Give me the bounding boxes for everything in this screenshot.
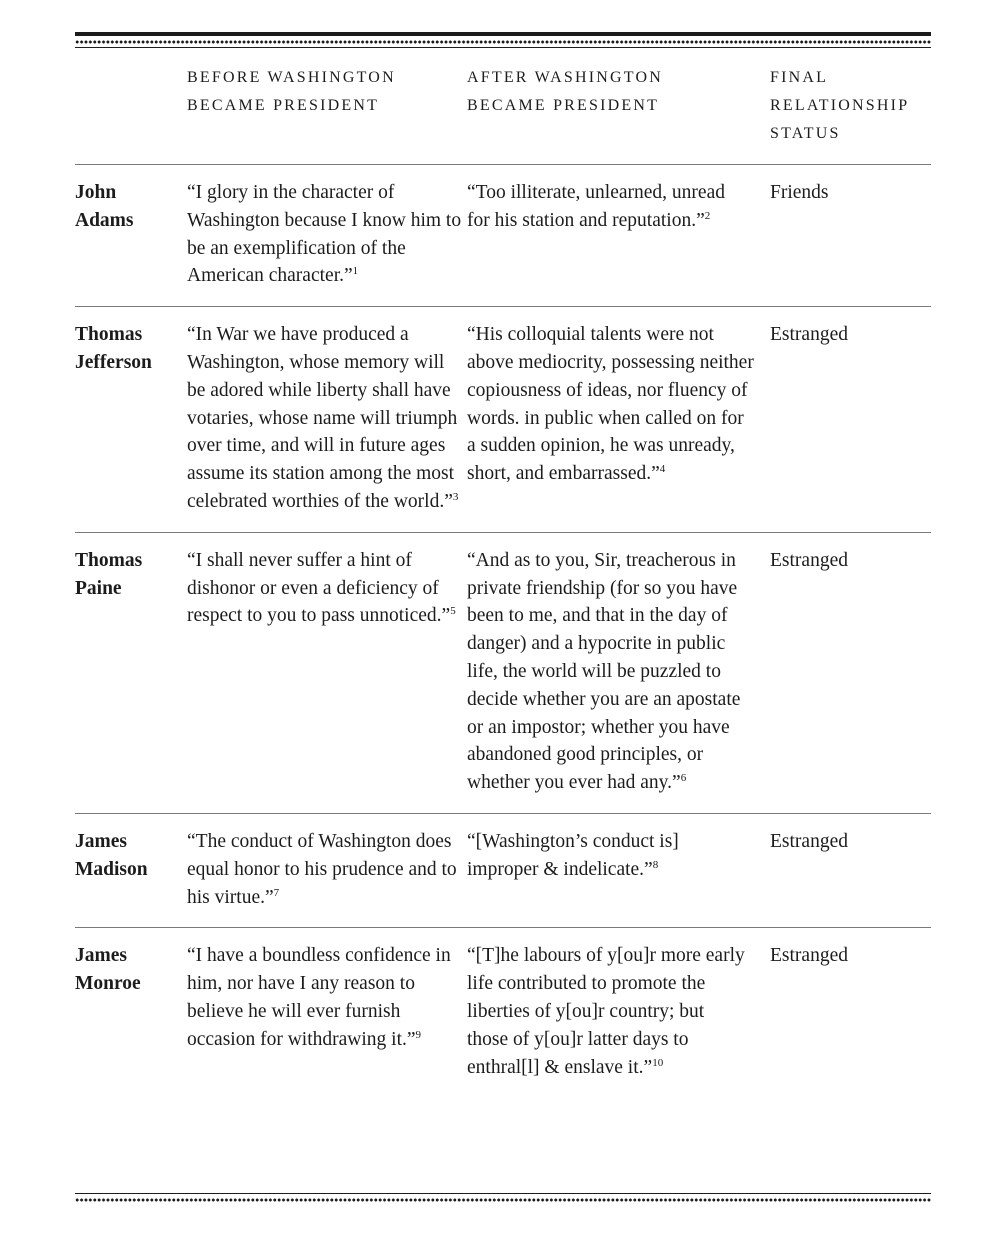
person-name: James Madison [75,813,187,927]
table-row [75,928,931,1097]
header-after: AFTER WASHINGTON BECAME PRESIDENT [467,69,663,114]
person-name: James Monroe [75,928,187,1097]
footnote-marker: 9 [415,1028,422,1041]
relationship-status: Estranged [770,928,931,1097]
table-row [75,307,931,533]
table-row [75,532,931,813]
quote-before: “The conduct of Washington does equal honor to his prudence and to his virtue.”$^7$ [187,813,467,927]
quote-before: “I shall never suffer a hint of dishonor or even a deficiency of respect to you to pass unnoticed.”$^5$ [187,532,467,813]
table-container [75,32,931,1097]
table-row [75,813,931,927]
relationships-table [75,48,931,1097]
footnote-marker: 3 [452,490,459,503]
person-name: Thomas Jefferson [75,307,187,533]
header-status: FINAL RELATIONSHIP STATUS [770,69,909,142]
footnote-marker: 7 [273,886,280,899]
footnote-marker: 4 [659,463,666,476]
quote-after: “His colloquial talents were not above mediocrity, possessing neither copiousness of ideas, nor fluency of words. in public when called on for a sudden opinion, he was unready, short, and embarrassed.”$^4$ [467,307,770,533]
quote-before: “I glory in the character of Washington because I know him to be an exemplification of the American character.”$^1$ [187,165,467,307]
person-name: John Adams [75,165,187,307]
footnote-marker: 8 [652,858,659,871]
relationship-status: Estranged [770,307,931,533]
quote-before: “In War we have produced a Washington, whose memory will be adored while liberty shall have votaries, whose name will triumph over time, and will in future ages assume its station among the most celebrated worthies of the world.”$^3$ [187,307,467,533]
person-name: Thomas Paine [75,532,187,813]
quote-before: “I have a boundless confidence in him, nor have I any reason to believe he will ever furnish occasion for withdrawing it.”$^9$ [187,928,467,1097]
footnote-marker: 10 [652,1056,664,1069]
footnote-marker: 5 [450,605,456,618]
quote-after: “[Washington’s conduct is] improper & indelicate.”$^8$ [467,813,770,927]
bottom-decorative-rule [75,1193,931,1207]
relationship-status: Estranged [770,813,931,927]
quote-after: “[T]he labours of y[ou]r more early life contributed to promote the liberties of y[ou]r country; but those of y[ou]r latter days to enthral[l] & enslave it.”$^{10}$ [467,928,770,1097]
footnote-marker: 6 [680,772,687,785]
relationship-status: Friends [770,165,931,307]
header-before: BEFORE WASHINGTON BECAME PRESIDENT [187,69,396,114]
footnote-marker: 2 [704,209,711,222]
relationship-status: Estranged [770,532,931,813]
footnote-marker: 1 [352,265,359,278]
quote-after: “Too illiterate, unlearned, unread for his station and reputation.”$^2$ [467,165,770,307]
table-row [75,165,931,307]
quote-after: “And as to you, Sir, treacherous in private friendship (for so you have been to me, and that in the day of danger) and a hypocrite in public life, the world will be puzzled to decide whether you are an apostate or an impostor; whether you have abandoned good principles, or whether you ever had any.”$^6$ [467,532,770,813]
header-name [75,48,187,165]
header-row [75,48,931,165]
top-decorative-rule [75,32,931,48]
